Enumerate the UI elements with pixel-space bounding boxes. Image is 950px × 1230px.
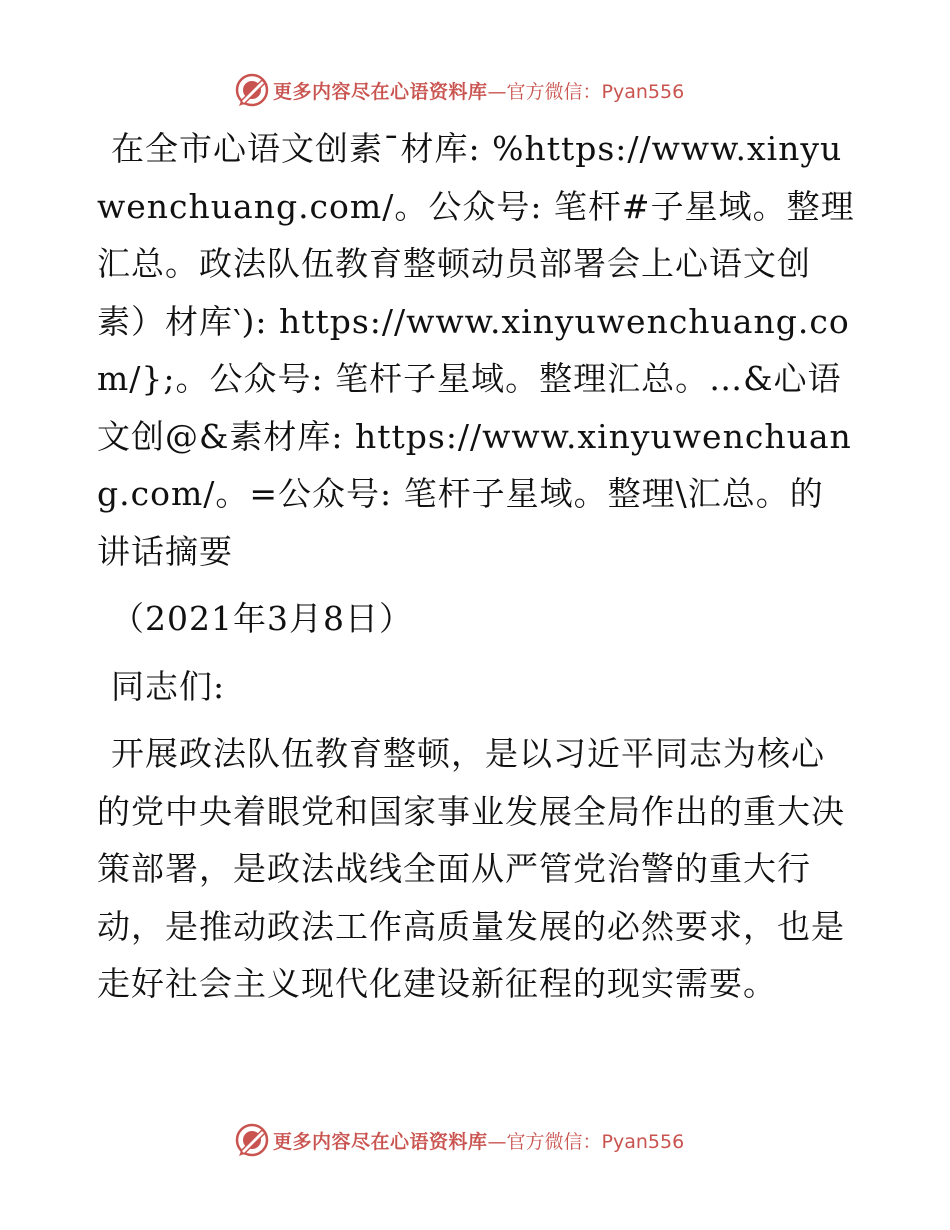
header-banner: [235, 72, 684, 108]
header-contact-text: —官方微信：Pyan556: [487, 80, 685, 103]
header-brand-text: 更多内容尽在心语资料库: [273, 80, 488, 103]
date-line: （2021年3月8日）: [111, 599, 413, 638]
title-paragraph: 在全市心语文创素¯材库: %https://www.xinyuwenchuang.com/。公众号: 笔杆#子星域。整理汇总。政法队伍教育整顿动员部署会上心语文创素）材库‵): https://www.xinyuwenchuang.com/};。公众号: 笔杆子星域。整理汇总。…&心语文创@&素材库: https://www.xinyuwenchuang.com/。=公众号: 笔杆子星域。整理\汇总。的讲话摘要: [97, 129, 855, 571]
footer-brand-text: 更多内容尽在心语资料库: [273, 1130, 488, 1153]
pen-logo-icon: [235, 1123, 269, 1157]
body-paragraph: 开展政法队伍教育整顿，是以习近平同志为核心的党中央着眼党和国家事业发展全局作出的重大决策部署，是政法战线全面从严管党治警的重大行动，是推动政法工作高质量发展的必然要求，也是走好社会主义现代化建设新征程的现实需要。: [97, 734, 845, 1003]
salutation: 同志们:: [111, 666, 226, 706]
document-body: [97, 120, 857, 1013]
pen-logo-icon: [235, 73, 269, 107]
footer-banner: [235, 1122, 684, 1158]
footer-contact-text: —官方微信：Pyan556: [487, 1130, 685, 1153]
